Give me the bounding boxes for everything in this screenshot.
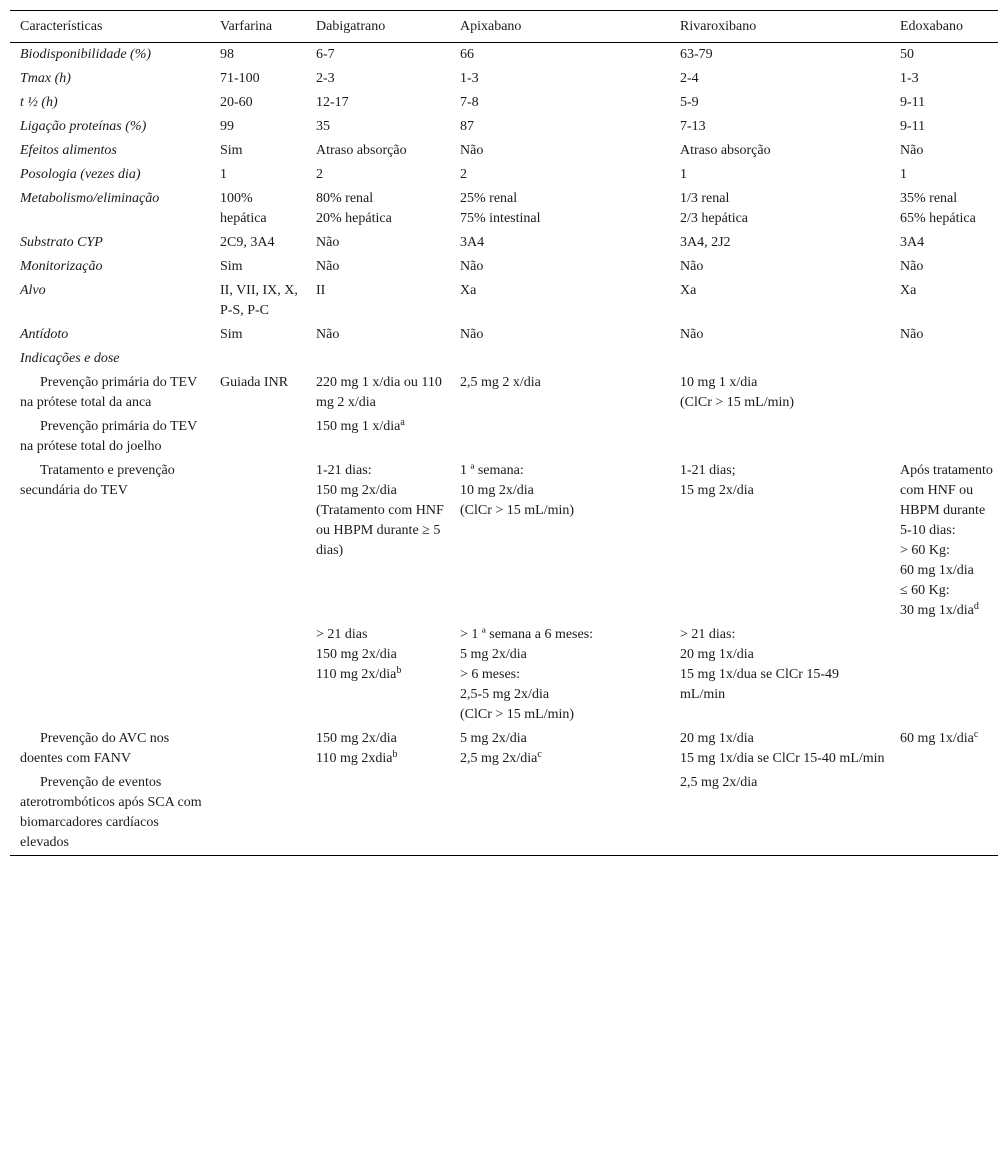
- cell-line: ≤ 60 Kg:: [900, 583, 950, 598]
- cell-line: 1: [900, 167, 907, 182]
- cell-edoxabano: [890, 43, 998, 68]
- cell-line: 35: [316, 119, 330, 134]
- cell-apixabano: [450, 415, 670, 459]
- cell-line: 98: [220, 47, 234, 62]
- cell-line: > 21 dias: [316, 627, 368, 642]
- cell-line: 20 mg 1x/dia: [680, 647, 754, 662]
- cell-line: 2-4: [680, 71, 699, 86]
- table-row: [10, 415, 998, 459]
- cell-line: 3A4: [460, 235, 485, 250]
- cell-line: 65% hepática: [900, 211, 976, 226]
- cell-dabigatrano: [306, 623, 450, 727]
- cell-rivaroxibano: [670, 255, 890, 279]
- cell-line: 1: [220, 167, 227, 182]
- cell-dabigatrano: [306, 43, 450, 68]
- footnote-marker: c: [537, 749, 542, 760]
- cell-apixabano: [450, 279, 670, 323]
- cell-line: 1-21 dias;: [680, 463, 736, 478]
- cell-rivaroxibano: [670, 415, 890, 459]
- cell-dabigatrano: [306, 347, 450, 371]
- cell-line: 2,5 mg 2x/dia$^c$: [460, 749, 542, 766]
- cell-dabigatrano: [306, 67, 450, 91]
- row-label: Prevenção primária do TEV na prótese total da anca: [20, 375, 197, 410]
- cell-apixabano: [450, 231, 670, 255]
- cell-line: Atraso absorção: [680, 143, 771, 158]
- cell-varfarina: [210, 371, 306, 415]
- cell-line: 2: [316, 167, 323, 182]
- cell-line: II: [316, 283, 326, 298]
- cell-varfarina: [210, 255, 306, 279]
- table-row: [10, 139, 998, 163]
- cell-line: 60 mg 1x/dia$^c$: [900, 729, 979, 746]
- cell-line: 80% renal: [316, 191, 374, 206]
- cell-line: 1: [680, 167, 687, 182]
- cell-line: 20 mg 1x/dia: [680, 731, 754, 746]
- cell-dabigatrano: [306, 163, 450, 187]
- cell-line: 15 mg 2x/dia: [680, 483, 754, 498]
- cell-line: > 1 ª semana a 6 meses:: [460, 627, 594, 642]
- table-row: [10, 623, 998, 727]
- cell-varfarina: [210, 459, 306, 623]
- row-label: [10, 623, 210, 727]
- cell-line: 2C9, 3A4: [220, 235, 275, 250]
- cell-line: 15 mg 1x/dua se ClCr 15-49 mL/min: [680, 667, 840, 702]
- cell-edoxabano: [890, 231, 998, 255]
- table-header: [10, 11, 998, 43]
- cell-apixabano: [450, 371, 670, 415]
- cell-line: 60 mg 1x/dia: [900, 563, 974, 578]
- cell-edoxabano: [890, 91, 998, 115]
- cell-apixabano: [450, 623, 670, 727]
- cell-dabigatrano: [306, 231, 450, 255]
- row-label: Metabolismo/eliminação: [20, 191, 160, 206]
- cell-line: 150 mg 1 x/dia$^a$: [316, 417, 405, 434]
- cell-line: 2,5 mg 2x/dia: [680, 775, 758, 790]
- cell-line: Não: [900, 327, 924, 342]
- cell-edoxabano: [890, 371, 998, 415]
- cell-edoxabano: [890, 67, 998, 91]
- row-label: Efeitos alimentos: [20, 143, 117, 158]
- cell-line: > 21 dias:: [680, 627, 736, 642]
- cell-dabigatrano: [306, 371, 450, 415]
- cell-line: Sim: [220, 327, 243, 342]
- cell-rivaroxibano: [670, 323, 890, 347]
- row-label: Indicações e dose: [20, 351, 120, 366]
- cell-line: Não: [680, 327, 704, 342]
- cell-varfarina: [210, 727, 306, 771]
- header-caracteristicas: Características: [10, 11, 210, 43]
- row-label: Alvo: [20, 283, 46, 298]
- cell-edoxabano: [890, 139, 998, 163]
- cell-apixabano: [450, 187, 670, 231]
- cell-line: Guiada INR: [220, 375, 289, 390]
- cell-rivaroxibano: [670, 371, 890, 415]
- table-row: [10, 371, 998, 415]
- cell-dabigatrano: [306, 415, 450, 459]
- cell-edoxabano: [890, 115, 998, 139]
- cell-line: 150 mg 2x/dia (Tratamento com HNF ou HBPM durante ≥ 5 dias): [316, 483, 444, 558]
- cell-line: 35% renal: [900, 191, 958, 206]
- cell-dabigatrano: [306, 279, 450, 323]
- header-varfarina: Varfarina: [210, 11, 306, 43]
- cell-line: > 6 meses:: [460, 667, 520, 682]
- cell-varfarina: [210, 323, 306, 347]
- cell-dabigatrano: [306, 727, 450, 771]
- cell-apixabano: [450, 323, 670, 347]
- row-label: Substrato CYP: [20, 235, 103, 250]
- cell-varfarina: [210, 279, 306, 323]
- table-row: [10, 115, 998, 139]
- cell-line: 20-60: [220, 95, 253, 110]
- cell-line: 30 mg 1x/dia$^d$: [900, 601, 979, 618]
- cell-edoxabano: [890, 347, 998, 371]
- cell-rivaroxibano: [670, 91, 890, 115]
- row-label: Tmax (h): [20, 71, 71, 86]
- cell-line: 2,5-5 mg 2x/dia: [460, 687, 550, 702]
- cell-rivaroxibano: [670, 115, 890, 139]
- cell-apixabano: [450, 139, 670, 163]
- table-row: [10, 771, 998, 856]
- cell-apixabano: [450, 43, 670, 68]
- cell-rivaroxibano: [670, 727, 890, 771]
- cell-line: 10 mg 1 x/dia: [680, 375, 758, 390]
- cell-line: 20% hepática: [316, 211, 392, 226]
- cell-edoxabano: [890, 255, 998, 279]
- cell-apixabano: [450, 459, 670, 623]
- cell-dabigatrano: [306, 187, 450, 231]
- cell-varfarina: [210, 771, 306, 856]
- cell-varfarina: [210, 67, 306, 91]
- cell-line: 5 mg 2x/dia: [460, 647, 527, 662]
- cell-line: 9-11: [900, 95, 926, 110]
- cell-rivaroxibano: [670, 163, 890, 187]
- cell-line: 150 mg 2x/dia: [316, 731, 397, 746]
- cell-line: (ClCr > 15 mL/min): [460, 707, 575, 722]
- cell-rivaroxibano: [670, 771, 890, 856]
- cell-line: Não: [460, 259, 484, 274]
- cell-edoxabano: [890, 279, 998, 323]
- cell-line: Após tratamento com HNF ou HBPM durante 5-10 dias:: [900, 463, 993, 538]
- footnote-marker: d: [973, 601, 979, 612]
- cell-rivaroxibano: [670, 67, 890, 91]
- cell-line: 10 mg 2x/dia: [460, 483, 534, 498]
- row-label: Antídoto: [20, 327, 69, 342]
- cell-line: Não: [460, 143, 484, 158]
- cell-edoxabano: [890, 727, 998, 771]
- cell-dabigatrano: [306, 139, 450, 163]
- cell-line: 71-100: [220, 71, 260, 86]
- cell-line: Não: [680, 259, 704, 274]
- cell-line: 110 mg 2x/dia$^b$: [316, 665, 402, 682]
- row-label: Tratamento e prevenção secundária do TEV: [20, 463, 175, 498]
- cell-varfarina: [210, 43, 306, 68]
- cell-line: 3A4: [900, 235, 925, 250]
- cell-dabigatrano: [306, 323, 450, 347]
- table-row: [10, 347, 998, 371]
- cell-apixabano: [450, 163, 670, 187]
- cell-rivaroxibano: [670, 187, 890, 231]
- footnote-marker: b: [392, 749, 398, 760]
- cell-edoxabano: [890, 459, 998, 623]
- cell-rivaroxibano: [670, 43, 890, 68]
- cell-line: II, VII, IX, X, P-S, P-C: [220, 283, 298, 318]
- header-row: [10, 11, 998, 43]
- cell-edoxabano: [890, 623, 998, 727]
- cell-line: 5-9: [680, 95, 699, 110]
- cell-line: (ClCr > 15 mL/min): [680, 395, 795, 410]
- cell-line: 9-11: [900, 119, 926, 134]
- cell-line: 110 mg 2xdia$^b$: [316, 749, 398, 766]
- cell-line: Não: [316, 327, 340, 342]
- cell-rivaroxibano: [670, 139, 890, 163]
- cell-edoxabano: [890, 163, 998, 187]
- cell-varfarina: [210, 163, 306, 187]
- table-row: [10, 91, 998, 115]
- cell-apixabano: [450, 347, 670, 371]
- cell-varfarina: [210, 139, 306, 163]
- cell-line: 12-17: [316, 95, 349, 110]
- cell-line: Xa: [460, 283, 477, 298]
- cell-line: 2/3 hepática: [680, 211, 749, 226]
- cell-line: 1 ª semana:: [460, 463, 524, 478]
- cell-line: 99: [220, 119, 234, 134]
- cell-line: 150 mg 2x/dia: [316, 647, 397, 662]
- cell-edoxabano: [890, 771, 998, 856]
- table-row: [10, 163, 998, 187]
- cell-varfarina: [210, 415, 306, 459]
- cell-varfarina: [210, 187, 306, 231]
- cell-varfarina: [210, 347, 306, 371]
- comparison-table: [10, 10, 998, 856]
- table-row: [10, 459, 998, 623]
- table-row: [10, 67, 998, 91]
- cell-apixabano: [450, 67, 670, 91]
- cell-line: Não: [316, 259, 340, 274]
- cell-apixabano: [450, 91, 670, 115]
- cell-line: 3A4, 2J2: [680, 235, 731, 250]
- cell-line: 1-21 dias:: [316, 463, 372, 478]
- cell-rivaroxibano: [670, 459, 890, 623]
- cell-line: 25% renal: [460, 191, 518, 206]
- row-label: Posologia (vezes dia): [20, 167, 141, 182]
- cell-rivaroxibano: [670, 231, 890, 255]
- cell-line: 100% hepática: [220, 191, 267, 226]
- row-label: Prevenção do AVC nos doentes com FANV: [20, 731, 170, 766]
- cell-line: > 60 Kg:: [900, 543, 950, 558]
- cell-rivaroxibano: [670, 623, 890, 727]
- cell-line: 15 mg 1x/dia se ClCr 15-40 mL/min: [680, 751, 885, 766]
- cell-line: 87: [460, 119, 474, 134]
- row-label: Prevenção de eventos aterotrombóticos após SCA com biomarcadores cardíacos elevados: [20, 775, 202, 850]
- table-row: [10, 255, 998, 279]
- cell-line: Xa: [900, 283, 917, 298]
- table-row: [10, 323, 998, 347]
- cell-line: 50: [900, 47, 914, 62]
- cell-line: 63-79: [680, 47, 713, 62]
- cell-rivaroxibano: [670, 347, 890, 371]
- footnote-marker: c: [973, 729, 979, 740]
- cell-dabigatrano: [306, 771, 450, 856]
- cell-line: Xa: [680, 283, 697, 298]
- cell-varfarina: [210, 231, 306, 255]
- cell-apixabano: [450, 255, 670, 279]
- cell-varfarina: [210, 91, 306, 115]
- cell-line: 5 mg 2x/dia: [460, 731, 527, 746]
- cell-dabigatrano: [306, 255, 450, 279]
- cell-line: Não: [900, 143, 924, 158]
- cell-line: 2,5 mg 2 x/dia: [460, 375, 541, 390]
- cell-apixabano: [450, 771, 670, 856]
- header-rivaroxibano: Rivaroxibano: [670, 11, 890, 43]
- footnote-marker: a: [400, 417, 405, 428]
- cell-line: Sim: [220, 143, 243, 158]
- cell-line: 220 mg 1 x/dia ou 110 mg 2 x/dia: [316, 375, 442, 410]
- cell-line: 7-8: [460, 95, 479, 110]
- header-dabigatrano: Dabigatrano: [306, 11, 450, 43]
- cell-line: 2: [460, 167, 467, 182]
- cell-edoxabano: [890, 323, 998, 347]
- cell-line: 6-7: [316, 47, 335, 62]
- row-label: t ½ (h): [20, 95, 58, 110]
- cell-dabigatrano: [306, 459, 450, 623]
- table-row: [10, 727, 998, 771]
- cell-line: 66: [460, 47, 474, 62]
- row-label: Monitorização: [20, 259, 103, 274]
- cell-line: Não: [316, 235, 340, 250]
- cell-line: Atraso absorção: [316, 143, 407, 158]
- cell-line: 1/3 renal: [680, 191, 730, 206]
- row-label: Biodisponibilidade (%): [20, 47, 152, 62]
- cell-line: Não: [900, 259, 924, 274]
- cell-line: 7-13: [680, 119, 706, 134]
- table-row: [10, 279, 998, 323]
- cell-line: Sim: [220, 259, 243, 274]
- cell-line: (ClCr > 15 mL/min): [460, 503, 575, 518]
- cell-edoxabano: [890, 415, 998, 459]
- cell-varfarina: [210, 623, 306, 727]
- row-label: Prevenção primária do TEV na prótese total do joelho: [20, 419, 197, 454]
- header-edoxabano: Edoxabano: [890, 11, 998, 43]
- table-body: [10, 43, 998, 856]
- cell-line: 1-3: [460, 71, 479, 86]
- cell-rivaroxibano: [670, 279, 890, 323]
- cell-edoxabano: [890, 187, 998, 231]
- cell-line: 2-3: [316, 71, 335, 86]
- cell-line: 1-3: [900, 71, 919, 86]
- footnote-marker: b: [396, 665, 402, 676]
- table-row: [10, 43, 998, 68]
- cell-apixabano: [450, 727, 670, 771]
- cell-dabigatrano: [306, 115, 450, 139]
- cell-varfarina: [210, 115, 306, 139]
- cell-line: 75% intestinal: [460, 211, 541, 226]
- table-row: [10, 187, 998, 231]
- cell-line: Não: [460, 327, 484, 342]
- cell-dabigatrano: [306, 91, 450, 115]
- cell-apixabano: [450, 115, 670, 139]
- header-apixabano: Apixabano: [450, 11, 670, 43]
- table-row: [10, 231, 998, 255]
- row-label: Ligação proteínas (%): [20, 119, 147, 134]
